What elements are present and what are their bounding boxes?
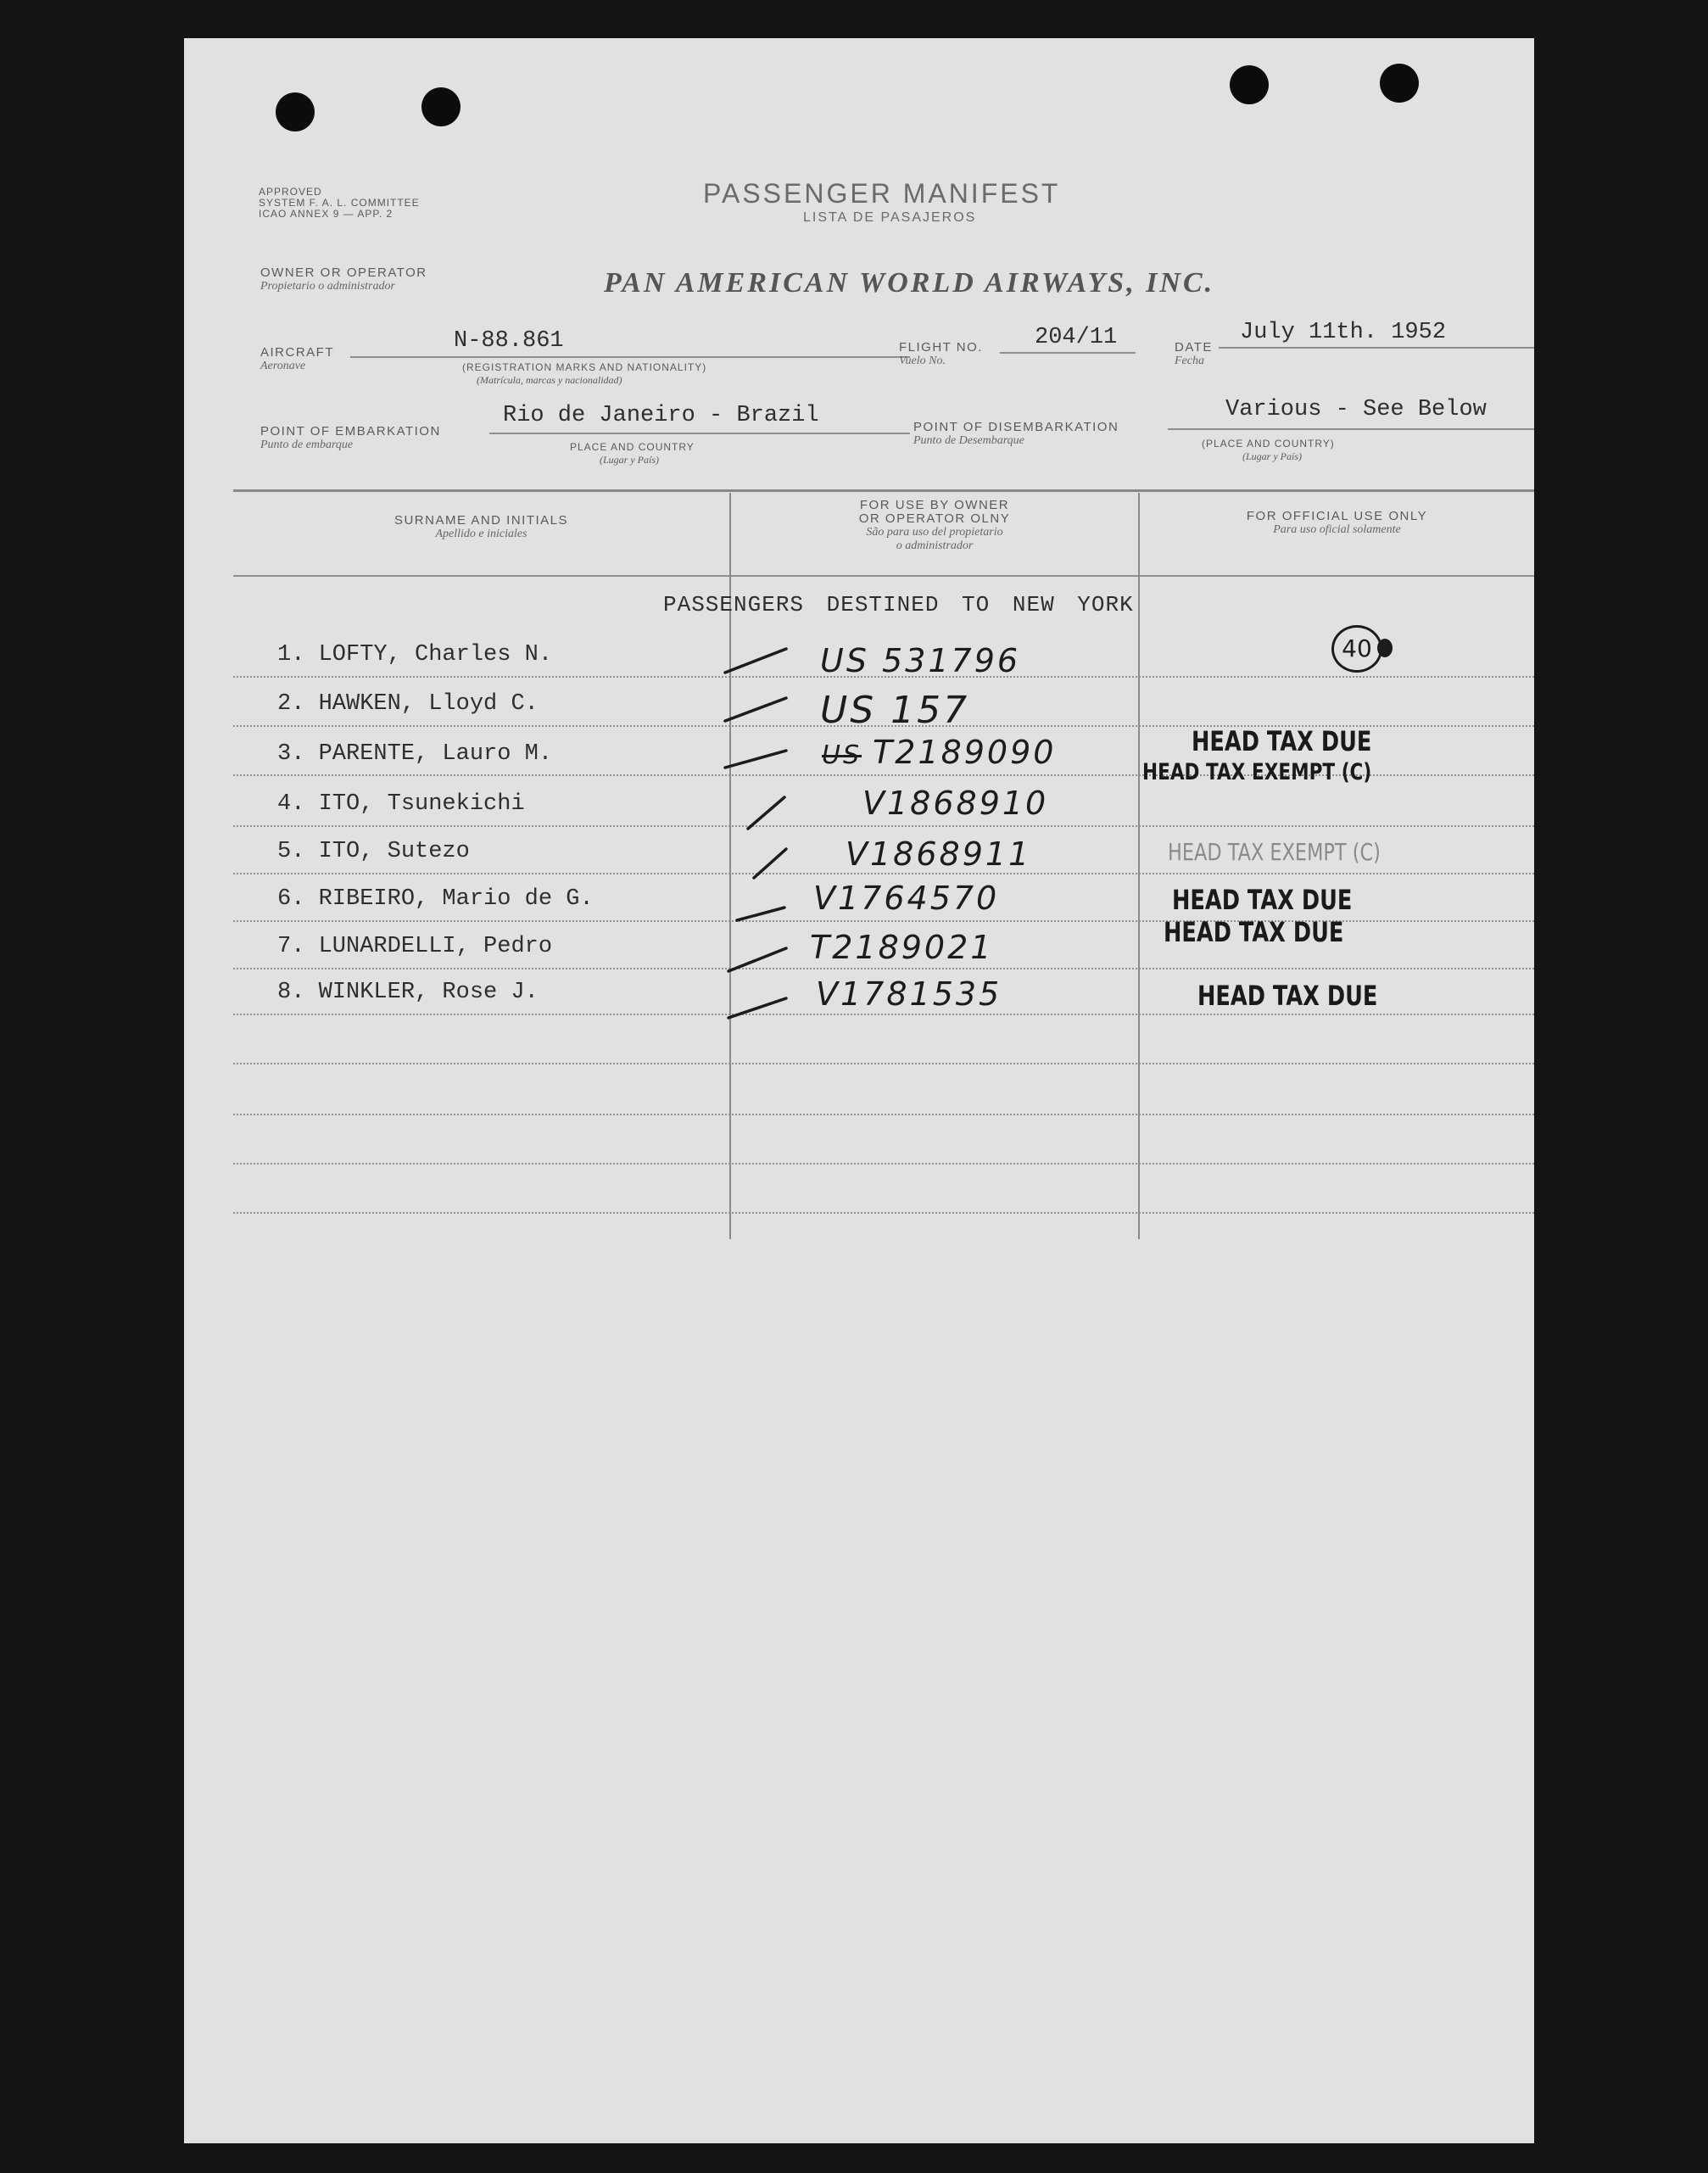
punch-hole [1230,65,1269,104]
page-title: PASSENGER MANIFEST [703,178,1061,209]
check-mark [754,849,786,878]
underline [1168,428,1534,430]
col2-sublabel: São para uso del propietario [866,526,1003,539]
row-line [233,1063,1534,1064]
head-tax-exempt-stamp: HEAD TAX EXEMPT (C) [1142,759,1372,785]
disembark-place-sub: (Lugar y País) [1242,450,1302,462]
disembark-place: (PLACE AND COUNTRY) [1202,438,1335,450]
underline [1000,352,1136,354]
embark-place-sub: (Lugar y País) [600,454,659,466]
row-line [233,1212,1534,1214]
check-mark [725,698,786,721]
col2-header [731,499,1138,553]
col2-label: OR OPERATOR OLNY [858,511,1011,526]
col3-header [1140,509,1534,537]
col1-label: SURNAME AND INITIALS [394,513,569,528]
underline [1219,347,1534,349]
check-mark [737,908,784,920]
passenger-name: 8. WINKLER, Rose J. [277,980,539,1005]
passenger-name: 7. LUNARDELLI, Pedro [277,934,553,959]
punch-hole [1380,64,1419,103]
passenger-name: 6. RIBEIRO, Mario de G. [277,886,594,912]
passport-number: US 531796 [820,642,1021,679]
col2-sublabel: o administrador [896,539,974,552]
approval-line: SYSTEM F. A. L. COMMITTEE [259,197,420,209]
row-line [233,1114,1534,1115]
date-sublabel: Fecha [1175,355,1204,367]
punch-hole [276,92,315,131]
head-tax-stamp: HEAD TAX DUE [1192,725,1372,757]
underline [489,433,910,434]
embark-value: Rio de Janeiro - Brazil [503,403,819,428]
flight-value: 204/11 [1035,325,1118,350]
row-line [233,873,1534,874]
head-tax-stamp: HEAD TAX DUE [1197,980,1378,1012]
approval-block [259,187,420,220]
passport-number: V1764570 [813,880,1000,917]
head-tax-stamp: HEAD TAX DUE [1172,884,1353,916]
table-top-rule [233,489,1534,492]
passport-number: US 157 [820,689,970,732]
row-line [233,825,1534,827]
ink-blot [1377,639,1393,657]
struck-prefix: US [822,740,862,770]
registration-note-sub: (Matrícula, marcas y nacionalidad) [477,374,622,386]
passport-number: V1868910 [862,785,1049,822]
registration-note: (REGISTRATION MARKS AND NATIONALITY) [462,361,707,373]
passenger-name: 3. PARENTE, Lauro M. [277,741,553,767]
col1-header [233,513,729,541]
date-label: DATE [1175,340,1213,355]
check-mark [728,998,786,1018]
manifest-page [184,38,1534,2143]
circled-number: 40 [1331,625,1382,673]
passport-number: T2189090 [873,734,1057,771]
owner-sublabel: Propietario o administrador [260,280,395,293]
col3-sublabel: Para uso oficial solamente [1273,523,1401,536]
passport-number: V1868911 [846,835,1032,873]
row-line [233,1014,1534,1015]
col2-label: FOR USE BY OWNER [859,498,1010,512]
check-mark [725,649,786,673]
disembark-label: POINT OF DISEMBARKATION [913,420,1119,434]
aircraft-sublabel: Aeronave [260,360,306,372]
column-divider [1138,493,1140,1239]
col3-label: FOR OFFICIAL USE ONLY [1246,509,1428,523]
passport-number: V1781535 [816,975,1002,1013]
row-line [233,1163,1534,1165]
passenger-name: 5. ITO, Sutezo [277,839,470,864]
head-tax-exempt-stamp: HEAD TAX EXEMPT (C) [1168,838,1381,866]
underline [350,356,910,358]
flight-label: FLIGHT NO. [899,340,983,355]
disembark-sublabel: Punto de Desembarque [913,434,1024,447]
disembark-value: Various - See Below [1225,397,1487,422]
embark-place: PLACE AND COUNTRY [570,441,695,453]
passenger-name: 2. HAWKEN, Lloyd C. [277,691,539,717]
owner-label: OWNER OR OPERATOR [260,265,427,280]
header-bottom-rule [233,575,1534,577]
section-heading: PASSENGERS DESTINED TO NEW YORK [663,592,1134,617]
aircraft-value: N-88.861 [454,328,564,354]
aircraft-label: AIRCRAFT [260,345,334,360]
col1-sublabel: Apellido e iniciales [435,528,527,540]
check-mark [748,797,784,829]
approval-line: APPROVED [259,186,322,198]
check-mark [725,751,786,768]
approval-line: ICAO ANNEX 9 — APP. 2 [259,208,394,220]
punch-hole [421,87,460,126]
date-value: July 11th. 1952 [1240,320,1447,345]
row-line [233,968,1534,969]
passenger-name: 1. LOFTY, Charles N. [277,642,553,668]
embark-label: POINT OF EMBARKATION [260,424,441,439]
flight-sublabel: Vuelo No. [899,355,946,367]
embark-sublabel: Punto de embarque [260,439,354,451]
passenger-name: 4. ITO, Tsunekichi [277,791,525,817]
passport-number: T2189021 [810,929,994,966]
owner-value: PAN AMERICAN WORLD AIRWAYS, INC. [604,267,1215,299]
page-subtitle: LISTA DE PASAJEROS [803,210,977,225]
head-tax-stamp: HEAD TAX DUE [1164,916,1344,948]
check-mark [728,948,786,971]
